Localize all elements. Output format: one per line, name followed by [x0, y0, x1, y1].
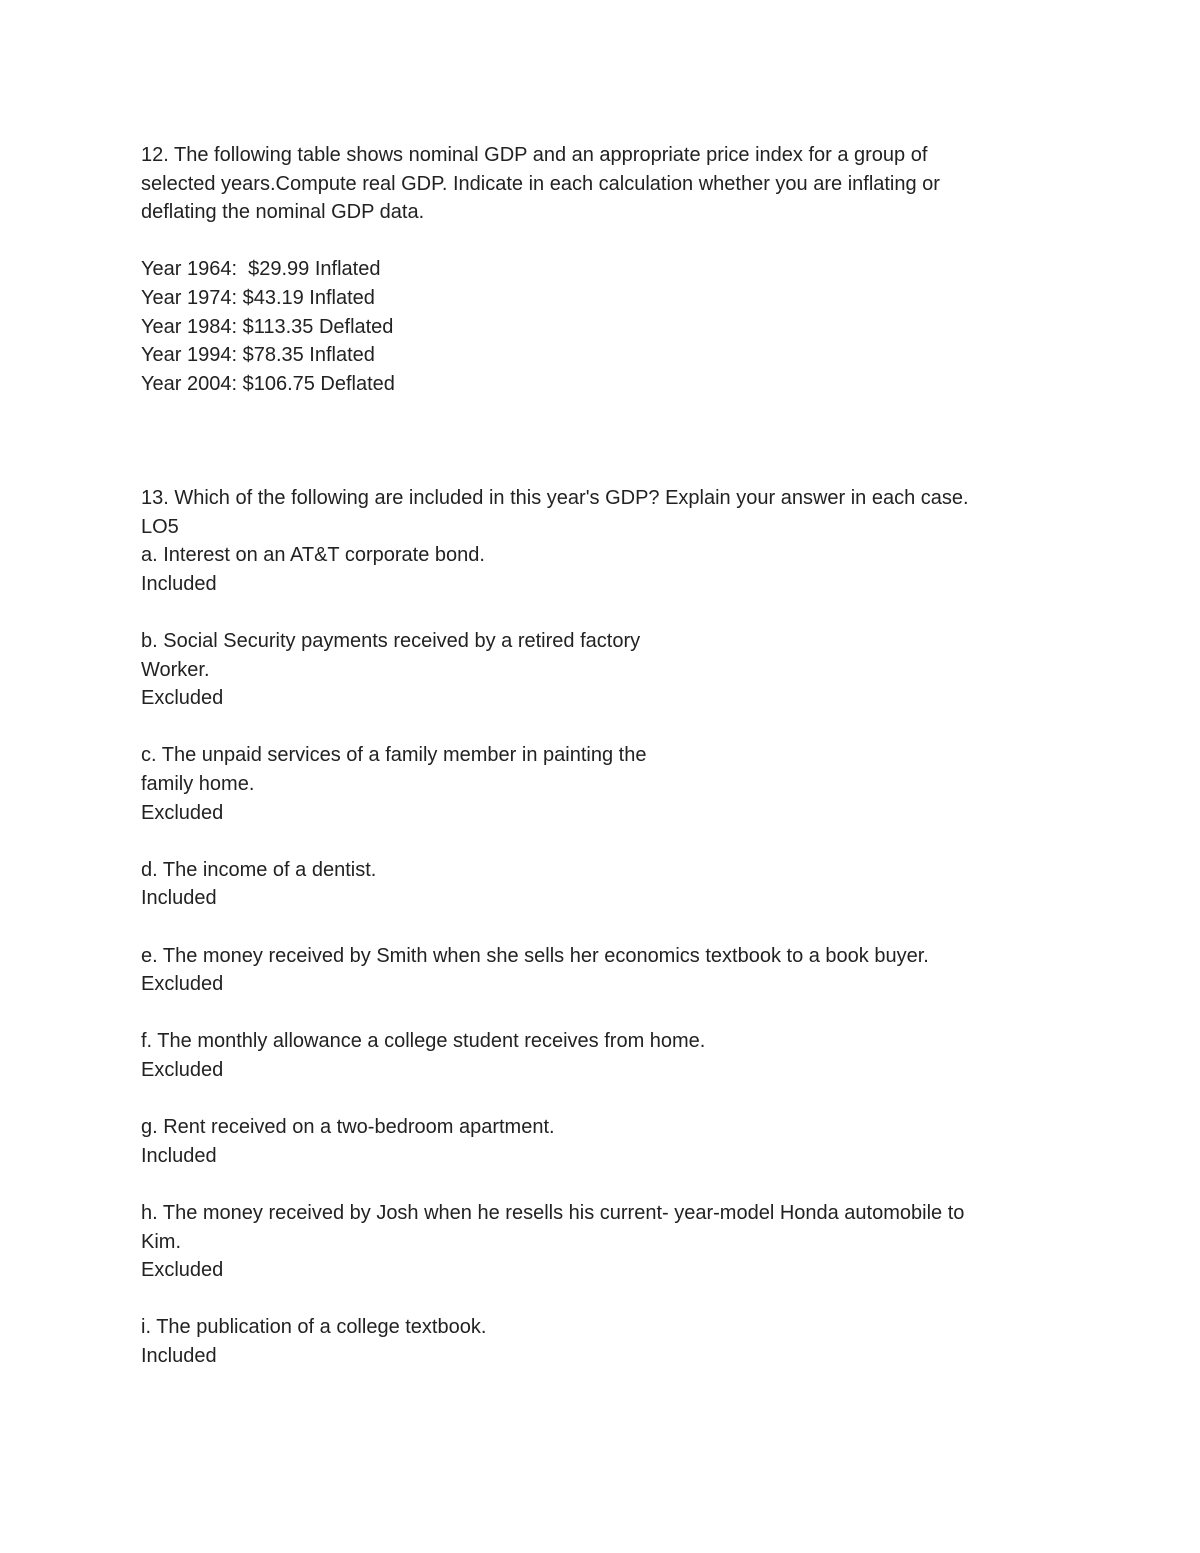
item-answer: Excluded — [141, 687, 224, 710]
item-text: f. The monthly allowance a college student receives from home. — [141, 1030, 706, 1053]
item-answer: Excluded — [141, 1259, 224, 1282]
item-text: g. Rent received on a two-bedroom apartment. — [141, 1116, 555, 1139]
question-13-item-f — [141, 1027, 1061, 1084]
question-12-answers — [141, 255, 1061, 398]
answer-line: Year 2004: $106.75 Deflated — [141, 372, 395, 395]
item-text: i. The publication of a college textbook. — [141, 1316, 487, 1339]
answer-line: Year 1984: $113.35 Deflated — [141, 315, 394, 338]
learning-objective-label: LO5 — [141, 515, 179, 538]
item-text: d. The income of a dentist. — [141, 858, 377, 881]
item-answer: Excluded — [141, 1059, 224, 1081]
item-text: Kim. — [141, 1230, 181, 1253]
question-text-line: 12. The following table shows nominal GDP and an appropriate price index for a group of — [141, 144, 928, 166]
item-answer: Included — [141, 572, 217, 595]
item-text: c. The unpaid services of a family member in painting the — [141, 744, 647, 767]
item-text: h. The money received by Josh when he resells his current- year-model Honda automobile to — [141, 1201, 965, 1224]
item-answer: Included — [141, 1144, 217, 1167]
answer-line: Year 1974: $43.19 Inflated — [141, 286, 375, 309]
item-answer: Excluded — [141, 801, 224, 824]
question-13-item-c — [141, 741, 1061, 827]
item-answer: Included — [141, 887, 217, 910]
question-13-item-g — [141, 1113, 1061, 1170]
question-13-item-h — [141, 1199, 1061, 1285]
question-text-line: 13. Which of the following are included in this year's GDP? Explain your answer in each case. — [141, 487, 969, 510]
question-13-item-i — [141, 1313, 1061, 1370]
question-13-item-a — [141, 541, 1061, 598]
question-13-item-d — [141, 856, 1061, 913]
question-12 — [141, 141, 1061, 398]
question-13-item-e — [141, 942, 1061, 999]
question-text-line: selected years.Compute real GDP. Indicate in each calculation whether you are inflating or — [141, 172, 940, 195]
item-text: a. Interest on an AT&T corporate bond. — [141, 544, 485, 567]
item-text: family home. — [141, 773, 255, 796]
item-text: e. The money received by Smith when she sells her economics textbook to a book buyer. — [141, 944, 929, 967]
item-text: Worker. — [141, 658, 210, 681]
item-answer: Included — [141, 1344, 217, 1367]
question-13 — [141, 484, 1061, 1370]
item-text: b. Social Security payments received by a retired factory — [141, 630, 641, 653]
answer-line: Year 1994: $78.35 Inflated — [141, 344, 375, 367]
document-body — [141, 141, 1061, 1371]
question-13-prompt — [141, 484, 1061, 541]
item-answer: Excluded — [141, 973, 224, 996]
question-text-line: deflating the nominal GDP data. — [141, 201, 425, 224]
question-13-item-b — [141, 627, 1061, 713]
question-12-prompt — [141, 141, 1061, 227]
answer-line: Year 1964: $29.99 Inflated — [141, 258, 381, 281]
